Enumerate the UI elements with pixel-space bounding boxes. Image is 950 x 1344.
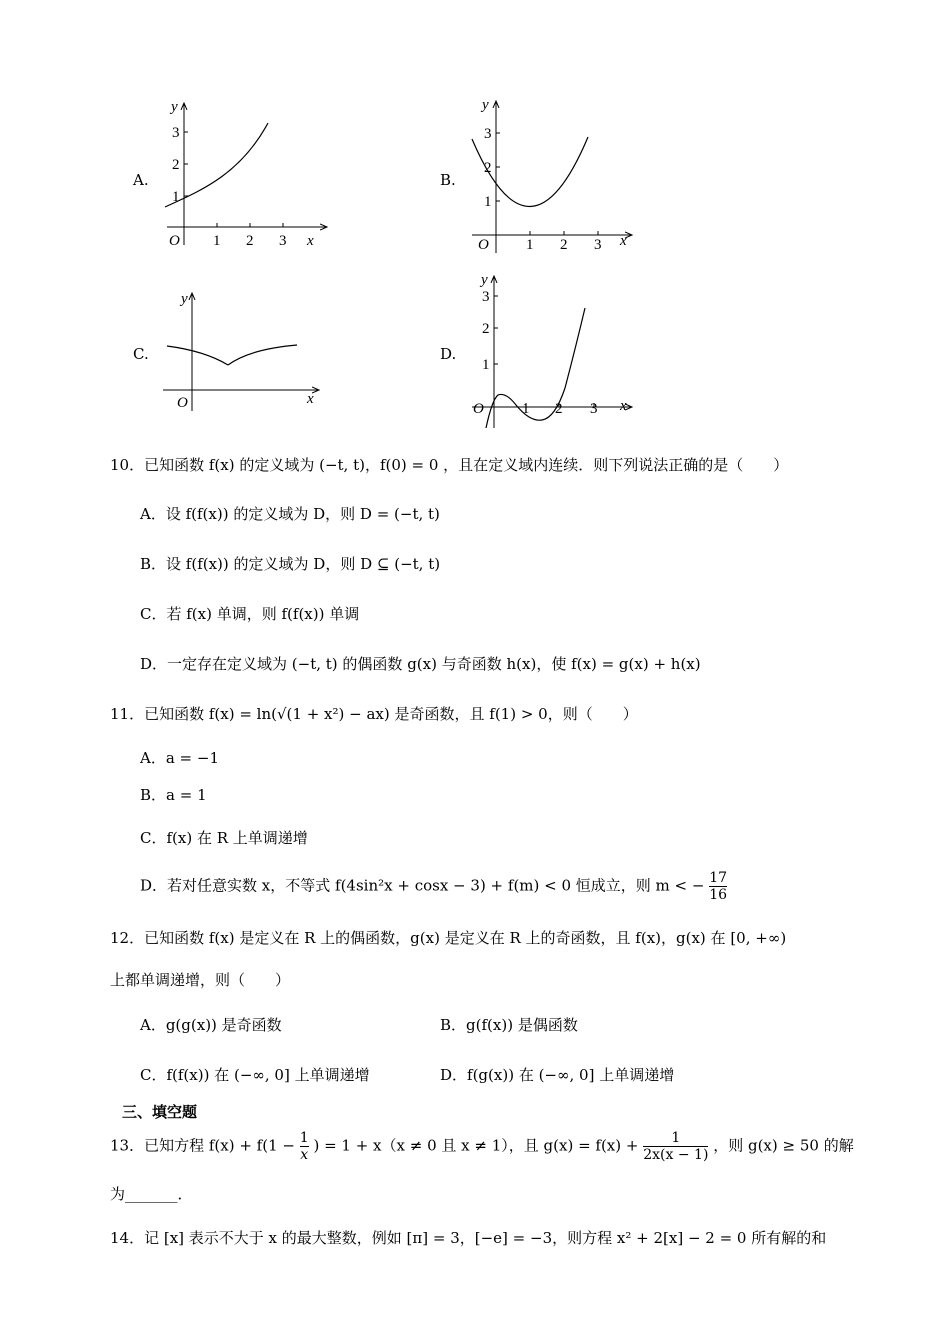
fraction-numerator: 1 — [643, 1130, 708, 1147]
fraction-17-16 — [709, 870, 727, 903]
fraction-numerator: 17 — [709, 870, 728, 886]
x-tick-label: 1 — [522, 401, 530, 417]
y-axis-label: y — [181, 291, 188, 307]
x-tick-label: 2 — [560, 237, 568, 253]
option-d-label: D. — [440, 345, 457, 363]
q12-option-d: D．f(g(x)) 在 (−∞, 0] 上单调递增 — [440, 1066, 675, 1084]
q12-option-a: A．g(g(x)) 是奇函数 — [140, 1016, 282, 1034]
origin-label: O — [169, 233, 180, 249]
q11-option-d — [140, 870, 727, 903]
fraction-denominator: x — [300, 1147, 309, 1163]
x-tick-label: 2 — [555, 401, 563, 417]
origin-label: O — [177, 395, 188, 411]
q13-part3: ，则 g(x) ≥ 50 的解 — [713, 1136, 854, 1155]
q12-stem-line1: 12．已知函数 f(x) 是定义在 R 上的偶函数，g(x) 是定义在 R 上的奇函数，且 f(x)，g(x) 在 [0, +∞) — [110, 929, 787, 947]
q11-option-c: C．f(x) 在 R 上单调递增 — [140, 829, 308, 847]
y-axis-label: y — [482, 97, 489, 113]
fraction-denominator: 16 — [709, 887, 728, 903]
origin-label: O — [473, 401, 484, 417]
y-tick-label: 2 — [482, 321, 490, 337]
y-tick-label: 1 — [484, 194, 492, 210]
q10-option-b: B．设 f(f(x)) 的定义域为 D，则 D ⊆ (−t, t) — [140, 555, 441, 573]
q12-option-c: C．f(f(x)) 在 (−∞, 0] 上单调递增 — [140, 1066, 370, 1084]
q13-part2: ) = 1 + x（x ≠ 0 且 x ≠ 1），且 g(x) = f(x) + — [313, 1136, 639, 1155]
fraction-denominator: 2x(x − 1) — [643, 1147, 709, 1163]
x-axis-label: x — [620, 398, 627, 414]
x-tick-label: 3 — [594, 237, 602, 253]
x-tick-label: 3 — [590, 401, 598, 417]
fraction-numerator: 1 — [299, 1130, 309, 1146]
q13-stem-line1 — [110, 1130, 854, 1163]
y-tick-label: 2 — [172, 157, 180, 173]
q10-option-a: A．设 f(f(x)) 的定义域为 D，则 D = (−t, t) — [140, 505, 440, 523]
y-tick-label: 1 — [482, 357, 490, 373]
q11-option-b: B．a = 1 — [140, 786, 207, 804]
graph-b — [460, 95, 640, 255]
q11-option-a: A．a = −1 — [140, 749, 219, 767]
curve — [165, 123, 268, 207]
option-b-label: B. — [440, 171, 456, 189]
section-heading-fill-in: 三、填空题 — [122, 1103, 198, 1121]
y-tick-label: 1 — [172, 189, 180, 205]
option-c-label: C. — [133, 345, 149, 363]
graph-c — [155, 285, 335, 415]
option-a-label: A. — [133, 171, 149, 189]
y-axis-label: y — [171, 99, 178, 115]
q14-stem: 14．记 [x] 表示不大于 x 的最大整数，例如 [π] = 3，[−e] = −3，则方程 x² + 2[x] − 2 = 0 所有解的和 — [110, 1229, 827, 1247]
x-tick-label: 1 — [526, 237, 534, 253]
fraction-1-over-x — [300, 1130, 309, 1163]
x-tick-label: 3 — [279, 233, 287, 249]
y-axis-label: y — [481, 272, 488, 288]
q11-stem: 11．已知函数 f(x) = ln(√(1 + x²) − ax) 是奇函数，且 f(1) > 0，则（ ） — [110, 705, 638, 723]
q12-option-b: B．g(f(x)) 是偶函数 — [440, 1016, 578, 1034]
q13-part1: 13．已知方程 f(x) + f(1 − — [110, 1136, 295, 1155]
curve-right — [228, 345, 297, 365]
y-tick-label: 2 — [484, 160, 492, 176]
fraction-1-over-2x — [643, 1130, 708, 1163]
q10-option-c: C．若 f(x) 单调，则 f(f(x)) 单调 — [140, 605, 360, 623]
q13-stem-line2: 为_______． — [110, 1185, 193, 1203]
y-tick-label: 3 — [484, 126, 492, 142]
q10-option-d: D．一定存在定义域为 (−t, t) 的偶函数 g(x) 与奇函数 h(x)，使 f(x) = g(x) + h(x) — [140, 655, 701, 673]
x-axis-label: x — [307, 233, 314, 249]
origin-label: O — [478, 237, 489, 253]
graph-d — [460, 270, 640, 430]
y-tick-label: 3 — [172, 125, 180, 141]
x-axis-label: x — [620, 233, 627, 249]
q10-stem: 10．已知函数 f(x) 的定义域为 (−t, t)，f(0) = 0 ，且在定义域内连续．则下列说法正确的是（ ） — [110, 456, 789, 474]
x-tick-label: 2 — [246, 233, 254, 249]
curve — [486, 308, 585, 428]
x-tick-label: 1 — [213, 233, 221, 249]
x-axis-label: x — [307, 391, 314, 407]
graph-a — [155, 95, 335, 255]
q12-stem-line2: 上都单调递增，则（ ） — [110, 971, 291, 989]
q11-option-d-text: D．若对任意实数 x，不等式 f(4sin²x + cosx − 3) + f(m) < 0 恒成立，则 m < − — [140, 876, 705, 895]
y-tick-label: 3 — [482, 289, 490, 305]
curve-left — [167, 346, 228, 365]
